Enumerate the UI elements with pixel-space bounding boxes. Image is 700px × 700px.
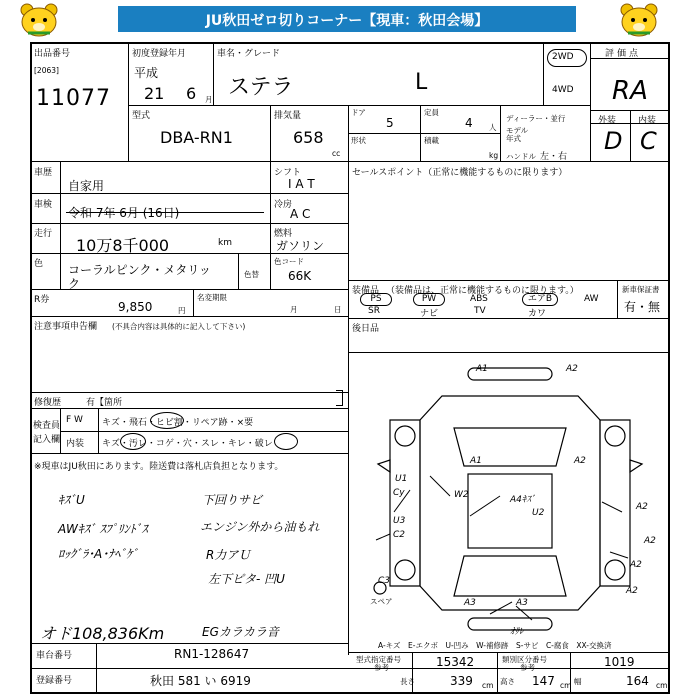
post-install-label: 後日品 (352, 324, 380, 334)
color-value-2: ク (68, 277, 81, 291)
handwritten-left-3: ﾛｯｸﾞﾗ･A･ﾅﾍﾞｹﾞ (58, 547, 139, 561)
mileage-label: 走行 (34, 229, 53, 239)
equipment-abs: ABS (470, 294, 488, 304)
width-value: 164 (626, 674, 649, 688)
chassis-label: 車台番号 (36, 651, 73, 661)
handwritten-right-1: 下回りサビ (202, 493, 263, 507)
lot-number: 11077 (36, 86, 111, 111)
page-title: JU秋田ゼロ切りコーナー【現車：秋田会場】 (205, 13, 489, 29)
diagram-label: A2 (644, 536, 656, 546)
inspect-label-2: 記入欄 (33, 435, 61, 445)
eval-interior-label: 内装 (638, 116, 657, 126)
diagram-label: U1 (395, 474, 408, 484)
car-grade: L (415, 70, 428, 95)
first-reg-era: 平成 (134, 66, 159, 80)
equipment-sr: SR (368, 306, 380, 316)
eval-score: RA (612, 76, 648, 106)
fuel-label: 燃料 (274, 229, 293, 239)
model-value: DBA-RN1 (160, 128, 233, 147)
diagram-label: A2 (636, 502, 648, 512)
shift-label: シフト (274, 168, 302, 178)
circle-mark (120, 433, 146, 450)
displacement-label: 排気量 (274, 111, 302, 121)
spare-label: スペア (370, 597, 393, 606)
doors-value: 5 (386, 116, 394, 130)
diagram-label: U2 (532, 508, 545, 518)
notice-text: ※現車はJU秋田にあります。陸送費は落札店負担となります。 (34, 462, 284, 472)
first-reg-month: 6 (186, 84, 197, 103)
title-deadline-day: 日 (334, 305, 342, 314)
diagram-label: A1 (470, 456, 482, 466)
shape-label: 形状 (351, 136, 366, 145)
diagram-label: A2 (626, 586, 638, 596)
type-spec-label: 型式指定番号 (356, 655, 401, 664)
eval-label: 評価点 (605, 49, 642, 59)
diagram-label: C3 (378, 576, 391, 586)
diagram-label: A4ｷｽﾞ (510, 495, 536, 505)
diagram-label: A3 (516, 598, 528, 608)
capacity-unit: 人 (489, 123, 497, 132)
title-deadline-label: 名変期限 (197, 293, 227, 302)
length-unit: cm (482, 681, 494, 690)
diagram-label: A2 (630, 560, 642, 570)
recycle-value: 9,850 (118, 300, 153, 314)
equipment-sub: （装備品は、正常に機能するものに限ります。） (386, 286, 579, 296)
handwritten-left-2: AWｷｽﾞ ｽﾌﾟﾘﾝﾄﾞｽ (58, 522, 148, 536)
eval-exterior: D (604, 127, 623, 155)
recycle-unit: 円 (178, 306, 186, 315)
class-spec-sub: 参考 (520, 663, 535, 672)
mileage-unit: km (218, 238, 232, 248)
diagram-label: A2 (574, 456, 586, 466)
lot-label: 出品番号 (34, 49, 71, 59)
warranty-label: 新車保証書 (622, 285, 660, 294)
type-spec-sub: 参考 (374, 663, 389, 672)
handwritten-odometer: オド108,836Km (40, 624, 165, 643)
inspection-value: 令和 7年 6月 (16日) (68, 206, 180, 220)
warranty-value: 有・無 (624, 300, 661, 314)
plate-label: 登録番号 (36, 676, 73, 686)
doors-label: ドア (351, 108, 366, 117)
title-deadline-month: 月 (290, 305, 298, 314)
load-label: 積載 (424, 136, 439, 145)
header-bar (0, 0, 700, 40)
color-label: 色 (34, 259, 44, 269)
equipment-tv: TV (474, 306, 486, 316)
inspection-strike (66, 212, 264, 213)
capacity-label: 定員 (424, 108, 439, 117)
recycle-label: R券 (34, 295, 50, 305)
diagram-label: U3 (393, 516, 406, 526)
fuel-value: ガソリン (276, 239, 325, 253)
model-label: 型式 (132, 111, 151, 121)
handwritten-right-2: エンジン外から油もれ (200, 520, 320, 534)
ac-label: 冷房 (274, 200, 293, 210)
model-year-label: モデル 年式 (506, 126, 529, 143)
handwritten-left-1: ｷｽﾞU (58, 493, 85, 507)
equipment-label: 装備品 (352, 286, 380, 296)
diagram-label: Cy (393, 488, 405, 498)
name-label: 車名・グレード (217, 49, 281, 59)
lot-sub: [2063] (34, 66, 59, 75)
color-code-label: 色コード (274, 257, 304, 266)
inspect-row1: キズ・飛石・ヒビ割・リペア跡・×要 (102, 418, 254, 428)
color-change-label: 色替 (244, 270, 259, 279)
equipment-aw: AW (584, 294, 599, 304)
diagram-label: A3 (464, 598, 476, 608)
class-spec-value: 1019 (604, 655, 635, 669)
mileage-value: 10万8千000 (76, 236, 170, 255)
displacement-value: 658 (293, 128, 324, 147)
car-name: ステラ (228, 75, 294, 100)
inspect-row1-head: F W (66, 415, 83, 425)
inspect-label-1: 検査員 (33, 421, 61, 431)
circle-mark (150, 412, 184, 429)
handwritten-right-3: R力アＵ (206, 548, 251, 562)
bear-mascot-icon (618, 2, 660, 38)
drive-2wd: 2WD (552, 52, 574, 62)
diagram-label: W2 (454, 490, 469, 500)
sales-point-label: セールスポイント（正常に機能するものに限ります） (352, 168, 568, 178)
height-label: 高さ (500, 677, 515, 686)
drive-4wd: 4WD (552, 85, 574, 95)
height-value: 147 (532, 674, 555, 688)
equipment-ps: PS (360, 293, 392, 306)
capacity-value: 4 (465, 116, 473, 130)
repair-bracket-close (336, 390, 343, 406)
color-value-1: コーラルピンク・メタリッ (68, 263, 211, 277)
dealer-label: ディーラー・並行 (506, 114, 566, 123)
diagram-label: ｵｻﾚ (510, 627, 524, 637)
notes-label: 注意事項申告欄 (34, 322, 98, 332)
type-spec-value: 15342 (436, 655, 475, 669)
handwritten-right-4: 左下ピタ- 凹U (208, 572, 285, 586)
first-reg-year: 21 (144, 84, 165, 103)
length-label: 長さ (400, 677, 415, 686)
displacement-unit: cc (332, 149, 341, 158)
width-label: 幅 (574, 677, 582, 686)
bear-mascot-icon (18, 2, 60, 38)
notes-sub: (不具合内容は具体的に記入して下さい) (112, 322, 246, 331)
equipment-pw: PW (413, 293, 445, 306)
first-reg-month-unit: 月 (205, 95, 213, 104)
class-spec-label: 類別区分番号 (502, 655, 547, 664)
handle-value: 左・右 (540, 152, 568, 162)
eval-exterior-label: 外装 (598, 116, 617, 126)
history-value: 自家用 (68, 179, 105, 193)
repair-label: 修復歴 (34, 398, 62, 408)
equipment-airbag: エアB (522, 293, 558, 306)
diagram-label: A2 (566, 364, 578, 374)
diagram-label: A1 (476, 364, 488, 374)
circle-mark (274, 433, 298, 450)
ac-value: A C (290, 207, 311, 221)
damage-legend: A-キズ E-エクボ U-凹み W-補修跡 S-サビ C-腐食 XX-交換済 (378, 641, 612, 650)
first-reg-label: 初度登録年月 (132, 49, 187, 59)
shift-value: I A T (288, 177, 315, 191)
plate-value: 秋田 581 い 6919 (150, 674, 251, 688)
handwritten-eg-note: EGカラカラ音 (202, 625, 279, 639)
color-code-value: 66K (288, 269, 312, 283)
width-unit: cm (656, 681, 668, 690)
inspect-row2: キズ・汚レ・コゲ・穴・スレ・キレ・破レ (102, 439, 273, 449)
load-unit: kg (489, 151, 499, 160)
handle-label: ハンドル (506, 152, 536, 161)
chassis-value: RN1-128647 (174, 647, 250, 661)
history-label: 車歴 (34, 168, 53, 178)
diagram-label: C2 (393, 530, 406, 540)
equipment-leather: カワ (528, 309, 547, 319)
height-unit: cm (560, 681, 572, 690)
eval-interior: C (640, 127, 657, 155)
inspection-label: 車検 (34, 200, 53, 210)
inspect-row2-head: 内装 (66, 439, 85, 449)
length-value: 339 (450, 674, 473, 688)
equipment-navi: ナビ (420, 309, 439, 319)
repair-value: 有【箇所 (86, 398, 123, 408)
